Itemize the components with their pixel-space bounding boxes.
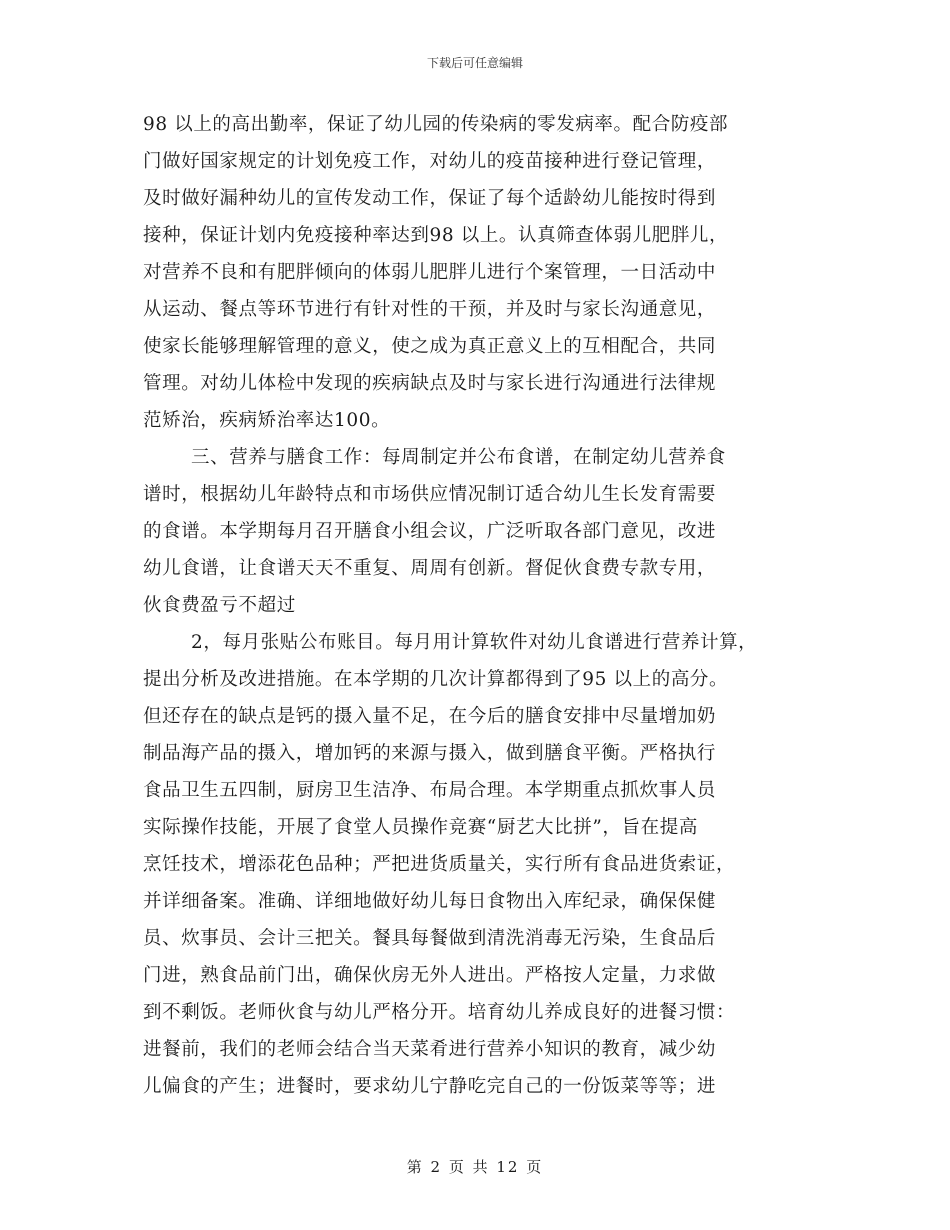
text-line: 提出分析及改进措施。在本学期的几次计算都得到了95 以上的高分。 [143, 669, 729, 690]
text-line: 范矫治，疾病矫治率达100。 [143, 410, 391, 431]
text-line: 从运动、餐点等环节进行有针对性的干预，并及时与家长沟通意见， [143, 299, 717, 320]
text-line: 食品卫生五四制，厨房卫生洁净、布局合理。本学期重点抓炊事人员 [143, 780, 717, 801]
text-line: 及时做好漏种幼儿的宣传发动工作，保证了每个适龄幼儿能按时得到 [143, 188, 717, 209]
page-footer: 第 2 页 共 12 页 [406, 1158, 544, 1176]
page-header: 下载后可任意编辑 [426, 56, 523, 70]
text-line: 门进，熟食品前门出，确保伙房无外人进出。严格按人定量，力求做 [143, 965, 717, 986]
text-line: 98 以上的高出勤率，保证了幼儿园的传染病的零发病率。配合防疫部 [143, 114, 729, 135]
text-line: 幼儿食谱，让食谱天天不重复、周周有创新。督促伙食费专款专用， [143, 558, 717, 579]
text-line: 管理。对幼儿体检中发现的疾病缺点及时与家长进行沟通进行法律规 [143, 373, 717, 394]
text-line: 谱时，根据幼儿年龄特点和市场供应情况制订适合幼儿生长发育需要 [143, 484, 717, 505]
text-line: 儿偏食的产生；进餐时，要求幼儿宁静吃完自己的一份饭菜等等；进 [143, 1076, 717, 1097]
text-line: 的食谱。本学期每月召开膳食小组会议，广泛听取各部门意见，改进 [143, 521, 717, 542]
document-body [143, 106, 843, 1105]
paragraph-start-line: 三、营养与膳食工作：每周制定并公布食谱，在制定幼儿营养食 [191, 447, 726, 468]
text-line: 但还存在的缺点是钙的摄入量不足，在今后的膳食安排中尽量增加奶 [143, 706, 717, 727]
text-line: 对营养不良和有肥胖倾向的体弱儿肥胖儿进行个案管理，一日活动中 [143, 262, 717, 283]
text-line: 制品海产品的摄入，增加钙的来源与摄入，做到膳食平衡。严格执行 [143, 743, 717, 764]
text-line: 到不剩饭。老师伙食与幼儿严格分开。培育幼儿养成良好的进餐习惯： [143, 1002, 736, 1023]
text-line: 烹饪技术，增添花色品种；严把进货质量关，实行所有食品进货索证， [143, 854, 736, 875]
text-line: 门做好国家规定的计划免疫工作，对幼儿的疫苗接种进行登记管理， [143, 151, 717, 172]
text-line: 伙食费盈亏不超过 [143, 595, 296, 616]
text-line: 并详细备案。准确、详细地做好幼儿每日食物出入库纪录，确保保健 [143, 891, 717, 912]
text-line: 员、炊事员、会计三把关。餐具每餐做到清洗消毒无污染，生食品后 [143, 928, 717, 949]
text-line: 使家长能够理解管理的意义，使之成为真正意义上的互相配合，共同 [143, 336, 717, 357]
text-line: 进餐前，我们的老师会结合当天菜肴进行营养小知识的教育，减少幼 [143, 1039, 717, 1060]
paragraph-start-line: 2，每月张贴公布账目。每月用计算软件对幼儿食谱进行营养计算， [191, 632, 758, 653]
text-line: 实际操作技能，开展了食堂人员操作竞赛“厨艺大比拼”，旨在提高 [143, 817, 698, 838]
text-line: 接种，保证计划内免疫接种率达到98 以上。认真筛查体弱儿肥胖儿， [143, 225, 729, 246]
